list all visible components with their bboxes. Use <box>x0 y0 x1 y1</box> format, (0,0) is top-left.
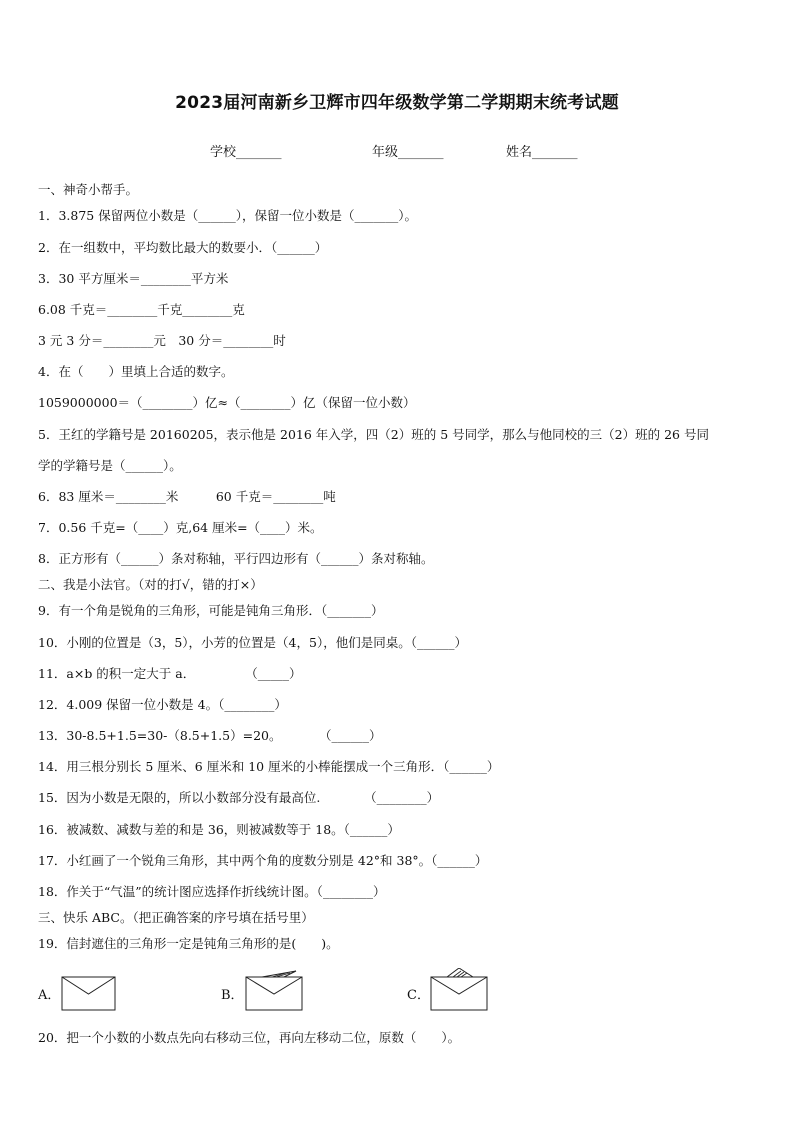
question-3: 3．30 平方厘米＝________平方米 <box>38 271 229 286</box>
question-5: 5．王红的学籍号是 20160205，表示他是 2016 年入学，四（2）班的 5 号同学，那么与他同校的三（2）班的 26 号同 <box>38 427 709 442</box>
name-field: 姓名_______ <box>506 145 578 160</box>
question-13: 13．30-8.5+1.5=30-（8.5+1.5）=20。 （______） <box>38 728 382 743</box>
question-8: 8．正方形有（______）条对称轴，平行四边形有（______）条对称轴。 <box>38 551 434 566</box>
school-field: 学校_______ <box>210 145 282 160</box>
page-title: 2023届河南新乡卫辉市四年级数学第二学期期末统考试题 <box>175 93 619 113</box>
option-c-label: C． <box>407 988 430 1003</box>
question-11: 11．a×b 的积一定大于 a． （_____） <box>38 666 302 681</box>
envelope-with-obtuse-triangle-icon <box>244 968 304 1016</box>
question-16: 16．被减数、减数与差的和是 36，则被减数等于 18。（______） <box>38 822 400 837</box>
question-14: 14．用三根分别长 5 厘米、6 厘米和 10 厘米的小棒能摆成一个三角形．（______） <box>38 759 500 774</box>
question-10: 10．小刚的位置是（3，5），小芳的位置是（4，5），他们是同桌。（______） <box>38 635 467 650</box>
option-a-label: A． <box>38 988 61 1003</box>
question-4-line-2: 1059000000＝（________）亿≈（________）亿（保留一位小数） <box>38 395 416 410</box>
question-18: 18．作关于“气温”的统计图应选择作折线统计图。（________） <box>38 884 386 899</box>
question-19-options <box>38 968 538 1018</box>
question-6: 6．83 厘米＝________米 60 千克＝________吨 <box>38 489 336 504</box>
question-1: 1．3.875 保留两位小数是（______），保留一位小数是（_______）。 <box>38 208 417 223</box>
question-17: 17．小红画了一个锐角三角形，其中两个角的度数分别是 42°和 38°。（______） <box>38 853 488 868</box>
question-9: 9．有一个角是锐角的三角形，可能是钝角三角形．（_______） <box>38 603 384 618</box>
grade-field: 年级_______ <box>372 145 444 160</box>
option-b-label: B． <box>221 988 244 1003</box>
envelope-icon <box>60 968 118 1016</box>
question-4: 4．在（ ）里填上合适的数字。 <box>38 364 234 379</box>
question-19: 19．信封遮住的三角形一定是钝角三角形的是( )。 <box>38 936 339 951</box>
envelope-with-triangle-icon <box>429 968 489 1016</box>
question-5-line-2: 学的学籍号是（______）。 <box>38 458 182 473</box>
question-3-line-3: 3 元 3 分＝________元 30 分＝________时 <box>38 333 286 348</box>
section-2-heading: 二、我是小法官。（对的打√，错的打×） <box>38 577 263 592</box>
question-2: 2．在一组数中，平均数比最大的数要小．（______） <box>38 240 328 255</box>
question-12: 12．4.009 保留一位小数是 4。（________） <box>38 697 287 712</box>
question-15: 15．因为小数是无限的，所以小数部分没有最高位. （________） <box>38 790 440 805</box>
question-3-line-2: 6.08 千克＝________千克________克 <box>38 302 245 317</box>
section-1-heading: 一、神奇小帮手。 <box>38 182 139 197</box>
question-20: 20．把一个小数的小数点先向右移动三位，再向左移动二位，原数（ ）。 <box>38 1030 461 1045</box>
section-3-heading: 三、快乐 ABC。（把正确答案的序号填在括号里） <box>38 910 314 925</box>
question-7: 7．0.56 千克=（____）克,64 厘米=（____）米。 <box>38 520 323 535</box>
